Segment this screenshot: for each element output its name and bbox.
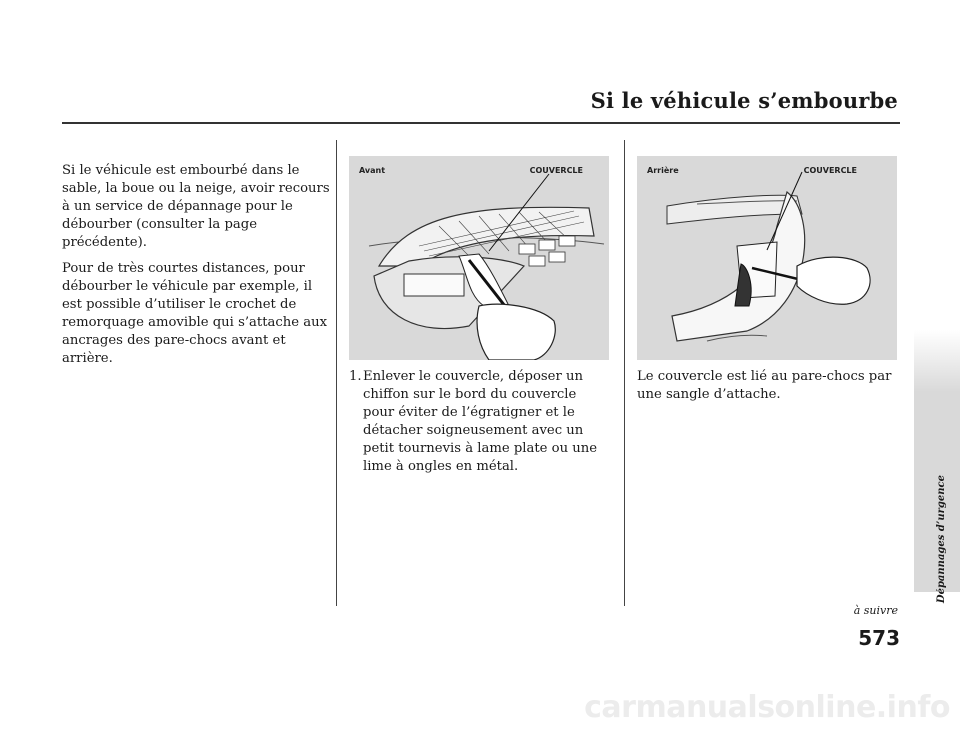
paragraph-1: Si le véhicule est embourbé dans le sable, la boue ou la neige, avoir recours à un service de dépannage pour le débourber (consulter la page précédente).	[62, 163, 330, 250]
front-bumper-illustration	[349, 156, 609, 360]
continued-note: à suivre	[853, 604, 898, 617]
rear-bumper-illustration	[637, 156, 897, 360]
header-rule	[62, 122, 900, 124]
page-number: 573	[858, 626, 900, 650]
figure-label-cover: COUVERCLE	[529, 166, 583, 175]
step-text: Enlever le couvercle, déposer un chiffon sur le bord du couvercle pour éviter de l’égratigner et le détacher soigneusement avec un petit tournevis à lame plate ou une lime à ongles en métal.	[363, 369, 598, 474]
watermark: carmanualsonline.info	[584, 690, 950, 725]
page-title: Si le véhicule s’embourbe	[590, 88, 898, 113]
figure-label-cover-rear: COUVERCLE	[803, 166, 857, 175]
figure-front-bumper	[349, 156, 609, 360]
rear-caption: Le couvercle est lié au pare-chocs par une sangle d’attache.	[637, 369, 892, 402]
column-divider-1	[336, 140, 337, 606]
section-tab-label: Dépannages d’urgence	[936, 475, 947, 604]
figure-rear-bumper	[637, 156, 897, 360]
side-tab-gradient	[914, 330, 960, 392]
left-column	[62, 162, 330, 376]
figure-label-rear: Arrière	[647, 166, 679, 175]
step-instruction	[349, 368, 611, 476]
column-divider-2	[624, 140, 625, 606]
step-number: 1.	[349, 369, 362, 384]
paragraph-2: Pour de très courtes distances, pour débourber le véhicule par exemple, il est possible d’utiliser le crochet de remorquage amovible qui s’attache aux ancrages des pare-chocs avant et arrière.	[62, 261, 328, 366]
figure-label-front: Avant	[359, 166, 386, 175]
